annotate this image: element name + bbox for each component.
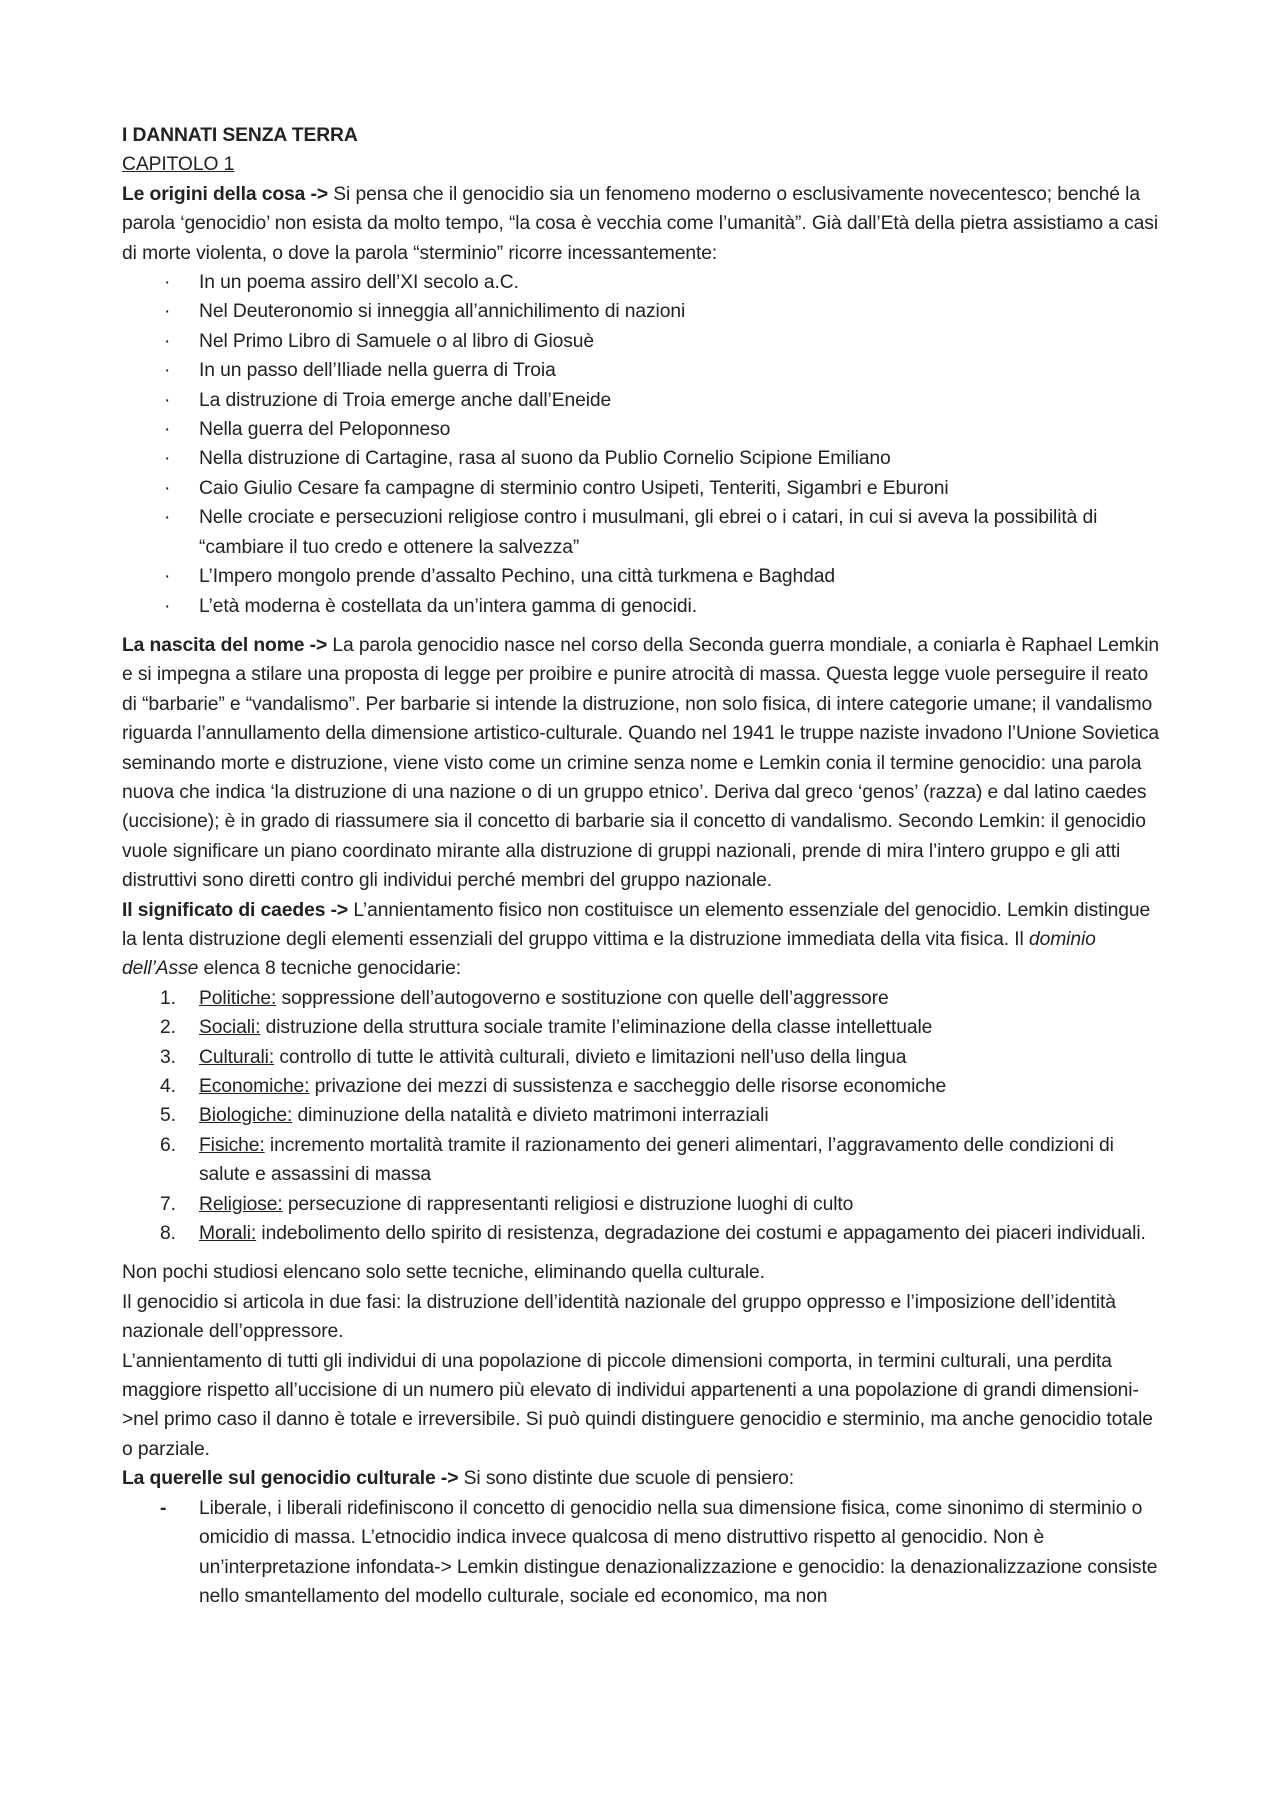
list-item: · In un poema assiro dell’XI secolo a.C.	[122, 268, 1162, 297]
list-number: 6.	[160, 1134, 176, 1156]
list-item: 6. Fisiche: incremento mortalità tramite il razionamento dei generi alimentari, l’aggravamento delle condizioni di salute e assassini di massa	[122, 1131, 1162, 1190]
bullet-icon: ·	[164, 272, 171, 294]
name-birth-heading: La nascita del nome ->	[122, 634, 328, 656]
technique-label: Fisiche:	[199, 1134, 265, 1156]
technique-label: Politiche:	[199, 987, 277, 1009]
list-number: 1.	[160, 987, 176, 1009]
list-item: 8. Morali: indebolimento dello spirito di resistenza, degradazione dei costumi e appagamento dei piaceri individuali.	[122, 1219, 1162, 1248]
list-item: - Liberale, i liberali ridefiniscono il concetto di genocidio nella sua dimensione fisica, come sinonimo di sterminio o omicidio di massa. L’etnocidio indica invece qualcosa di meno distruttivo rispetto al genocidio. Non è un’interpretazione infondata-> Lemkin distingue denazionalizzazione e genocidio: la denazionalizzazione consiste nello smantellamento del modello culturale, sociale ed economico, ma non	[122, 1494, 1162, 1612]
bullet-icon: ·	[164, 448, 171, 470]
body-paragraph: Il genocidio si articola in due fasi: la distruzione dell’identità nazionale del gruppo oppresso e l’imposizione dell’identità nazionale dell’oppressore.	[122, 1291, 1116, 1343]
list-number: 2.	[160, 1017, 176, 1039]
list-item: · La distruzione di Troia emerge anche dall’Eneide	[122, 386, 1162, 415]
list-item: 7. Religiose: persecuzione di rappresentanti religiosi e distruzione luoghi di culto	[122, 1190, 1162, 1219]
document-page	[122, 121, 1162, 1611]
list-item: 1. Politiche: soppressione dell’autogoverno e sostituzione con quelle dell’aggressore	[122, 984, 1162, 1013]
bullet-icon: ·	[164, 360, 171, 382]
bullet-icon: ·	[164, 301, 171, 323]
list-item: · L’Impero mongolo prende d’assalto Pechino, una città turkmena e Baghdad	[122, 562, 1162, 591]
document-title: I DANNATI SENZA TERRA	[122, 125, 358, 146]
querelle-paragraph: La querelle sul genocidio culturale -> Si sono distinte due scuole di pensiero:	[122, 1468, 795, 1490]
name-birth-text: La parola genocidio nasce nel corso della Seconda guerra mondiale, a coniarla è Raphael Lemkin e si impegna a stilare una proposta di legge per proibire e punire atrocità di massa. Questa legge vuole perseguire il reato di “barbarie” e “vandalismo”. Per barbarie si intende la distruzione, non solo fisica, di intere categorie umane; il vandalismo riguarda l’annullamento della dimensione artistico-culturale. Quando nel 1941 le truppe naziste invadono l’Unione Sovietica seminando morte e distruzione, viene visto come un crimine senza nome e Lemkin conia il termine genocidio: una parola nuova che indica ‘la distruzione di una nazione o di un gruppo etnico’. Deriva dal greco ‘genos’ (razza) e dal latino caedes (uccisione); è in grado di riassumere sia il concetto di barbarie sia il concetto di vandalismo. Secondo Lemkin: il genocidio vuole significare un piano coordinato mirante alla distruzione di gruppi nazionali, prende di mira l’intero gruppo e gli atti distruttivi sono diretti contro gli individui perché membri del gruppo nazionale.	[122, 634, 1160, 892]
list-item: · Nella distruzione di Cartagine, rasa al suono da Publio Cornelio Scipione Emiliano	[122, 444, 1162, 473]
origins-list	[122, 268, 1162, 621]
origins-paragraph	[122, 180, 1162, 268]
list-item: · Nel Deuteronomio si inneggia all’annichilimento di nazioni	[122, 297, 1162, 326]
technique-label: Morali:	[199, 1223, 257, 1245]
list-item: · Caio Giulio Cesare fa campagne di sterminio contro Usipeti, Tenteriti, Sigambri e Eburoni	[122, 474, 1162, 503]
dash-icon: -	[160, 1497, 167, 1519]
technique-label: Religiose:	[199, 1193, 283, 1215]
list-number: 4.	[160, 1076, 176, 1097]
list-item: · Nelle crociate e persecuzioni religiose contro i musulmani, gli ebrei o i catari, in cui si aveva la possibilità di “cambiare il tuo credo e ottenere la salvezza”	[122, 503, 1162, 562]
querelle-list	[122, 1494, 1162, 1612]
bullet-icon: ·	[164, 477, 171, 499]
body-paragraph: L’annientamento di tutti gli individui di una popolazione di piccole dimensioni comporta, in termini culturali, una perdita maggiore rispetto all’uccisione di un numero più elevato di individui appartenenti a una popolazione di grandi dimensioni->nel primo caso il danno è totale e irreversibile. Si può quindi distinguere genocidio e sterminio, ma anche genocidio totale o parziale.	[122, 1350, 1153, 1460]
list-item: 2. Sociali: distruzione della struttura sociale tramite l’eliminazione della classe intellettuale	[122, 1013, 1162, 1042]
list-number: 7.	[160, 1193, 176, 1215]
axis-rule-title: dominio dell’Asse	[122, 928, 1096, 980]
technique-label: Economiche:	[199, 1076, 310, 1097]
list-item: · Nel Primo Libro di Samuele o al libro di Giosuè	[122, 327, 1162, 356]
meaning-heading: Il significato di caedes ->	[122, 899, 349, 921]
list-item: · In un passo dell’Iliade nella guerra di Troia	[122, 356, 1162, 385]
bullet-icon: ·	[164, 419, 171, 441]
technique-label: Culturali:	[199, 1046, 275, 1068]
querelle-heading: La querelle sul genocidio culturale ->	[122, 1468, 459, 1490]
meaning-paragraph: Il significato di caedes -> L’annientamento fisico non costituisce un elemento essenziale del genocidio. Lemkin distingue la lenta distruzione degli elementi essenziali del gruppo vittima e la distruzione immediata della vita fisica. Il dominio dell’Asse elenca 8 tecniche genocidarie:	[122, 899, 1151, 980]
bullet-icon: ·	[164, 595, 171, 617]
list-item: 5. Biologiche: diminuzione della natalità e divieto matrimoni interraziali	[122, 1101, 1162, 1130]
origins-heading: Le origini della cosa ->	[122, 183, 329, 205]
technique-label: Biologiche:	[199, 1105, 293, 1127]
bullet-icon: ·	[164, 566, 171, 588]
list-number: 8.	[160, 1223, 176, 1245]
list-item: · Nella guerra del Peloponneso	[122, 415, 1162, 444]
list-number: 3.	[160, 1046, 176, 1068]
list-item: · L’età moderna è costellata da un’intera gamma di genocidi.	[122, 592, 1162, 621]
list-item: 4. Economiche: privazione dei mezzi di sussistenza e saccheggio delle risorse economiche	[122, 1072, 1162, 1101]
technique-label: Sociali:	[199, 1017, 261, 1039]
origins-text: Si pensa che il genocidio sia un fenomeno moderno o esclusivamente novecentesco; benché la parola ‘genocidio’ non esista da molto tempo, “la cosa è vecchia come l’umanità”. Già dall’Età della pietra assistiamo a casi di morte violenta, o dove la parola “sterminio” ricorre incessantemente:	[122, 183, 1159, 264]
list-item: 3. Culturali: controllo di tutte le attività culturali, divieto e limitazioni nell’uso della lingua	[122, 1043, 1162, 1072]
body-paragraph: Non pochi studiosi elencano solo sette tecniche, eliminando quella culturale.	[122, 1262, 765, 1284]
bullet-icon: ·	[164, 507, 171, 529]
bullet-icon: ·	[164, 330, 171, 352]
name-birth-paragraph	[122, 631, 1162, 896]
bullet-icon: ·	[164, 389, 171, 411]
techniques-list	[122, 984, 1162, 1249]
chapter-heading: CAPITOLO 1	[122, 154, 235, 176]
list-number: 5.	[160, 1105, 176, 1127]
